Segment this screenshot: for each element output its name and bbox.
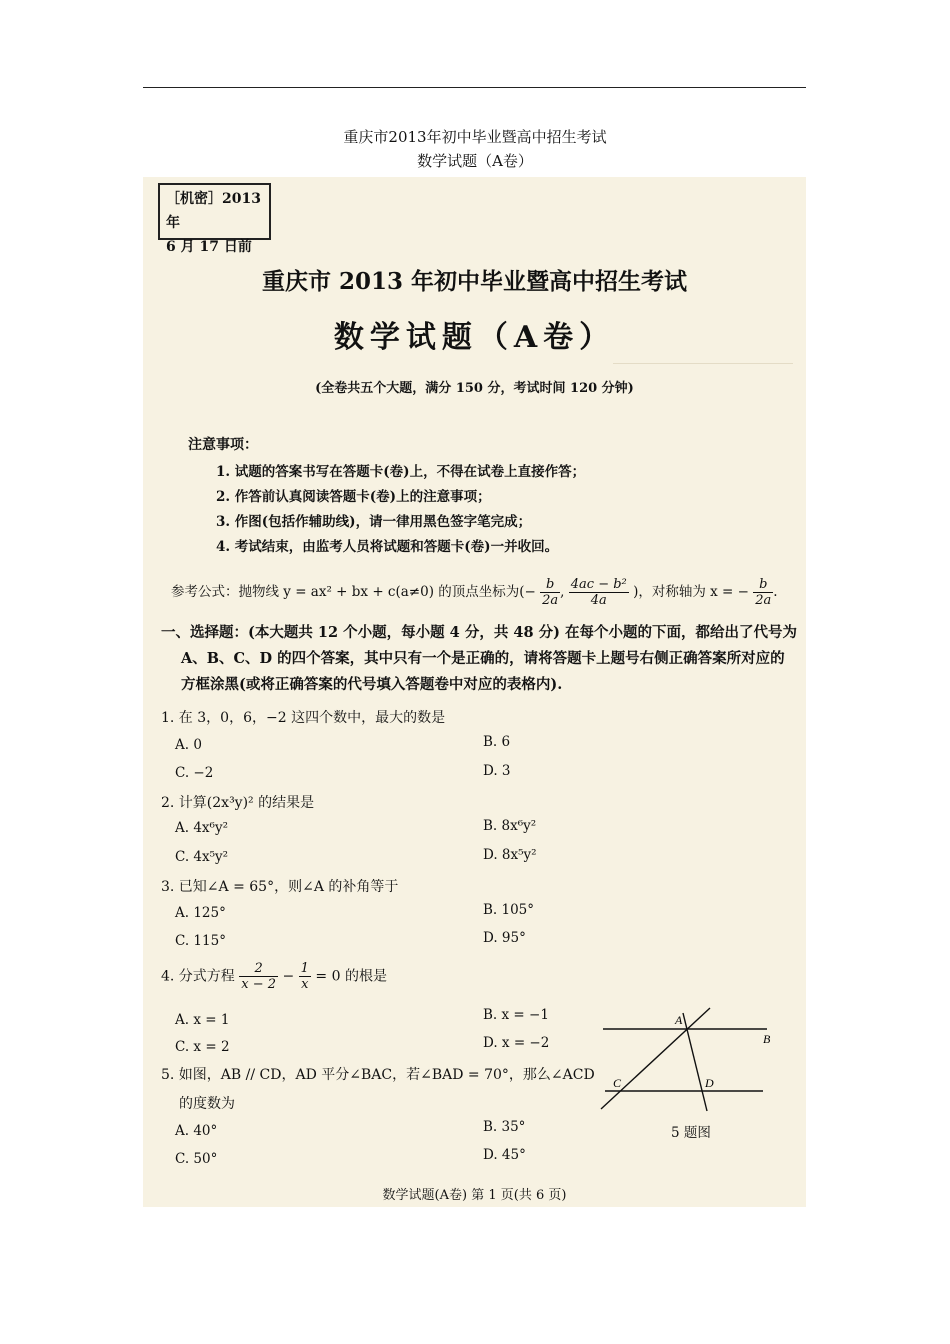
- q4-stem-suffix: = 0 的根是: [315, 968, 387, 985]
- q5-option-b: B. 35°: [483, 1119, 526, 1135]
- formula-minus: −: [524, 584, 536, 600]
- label-d: D: [705, 1076, 714, 1090]
- section-1-line: 一、选择题：(本大题共 12 个小题，每小题 4 分，共 48 分) 在每个小题的下面，都给出了代号为: [161, 624, 797, 641]
- line-ad: [683, 1013, 707, 1111]
- q4-option-d: D. x = −2: [483, 1035, 550, 1051]
- label-b: B: [763, 1032, 771, 1046]
- q2-option-c: C. 4x⁵y²: [175, 849, 229, 865]
- formula-sep: ,: [560, 584, 565, 600]
- exam-title: 重庆市 2013 年初中毕业暨高中招生考试: [261, 268, 688, 295]
- stamp-line-1: ［机密］2013 年: [166, 191, 261, 231]
- notice-item: 4. 考试结束，由监考人员将试题和答题卡(卷)一并收回。: [216, 539, 559, 555]
- q3-option-d: D. 95°: [483, 930, 526, 946]
- q4-minus: −: [282, 968, 295, 985]
- document-subtitle: 数学试题（A卷）: [417, 152, 533, 170]
- exam-note: (全卷共五个大题，满分 150 分，考试时间 120 分钟): [315, 381, 634, 396]
- q5-option-d: D. 45°: [483, 1147, 526, 1163]
- q2-option-b: B. 8x⁶y²: [483, 818, 537, 834]
- q4-stem-prefix: 4. 分式方程: [161, 968, 235, 985]
- q3-option-a: A. 125°: [175, 905, 226, 921]
- q4-fraction-1: $\frac{2}{x - 2}$: [241, 961, 277, 992]
- section-1-line: A、B、C、D 的四个答案，其中只有一个是正确的，请将答题卡上题号右侧正确答案所对应的: [181, 650, 785, 667]
- q4-option-b: B. x = −1: [483, 1007, 549, 1023]
- notice-item: 3. 作图(包括作辅助线)，请一律用黑色签字笔完成；: [216, 514, 532, 530]
- notice-item: 1. 试题的答案书写在答题卡(卷)上，不得在试卷上直接作答；: [216, 464, 586, 480]
- q2-option-a: A. 4x⁶y²: [175, 820, 228, 836]
- q1-option-c: C. −2: [175, 765, 214, 781]
- q4-fraction-2: $\frac{1}{x}$: [300, 961, 309, 992]
- top-rule: [143, 87, 806, 88]
- bleed-through: [613, 363, 793, 364]
- q3-option-c: C. 115°: [175, 933, 226, 949]
- fraction-vertex-y: $\frac{\text{4ac − b²}}{4a}$: [570, 577, 627, 608]
- q1-option-a: A. 0: [175, 737, 202, 753]
- q5-option-c: C. 50°: [175, 1151, 218, 1167]
- notice-item: 2. 作答前认真阅读答题卡(卷)上的注意事项；: [216, 489, 491, 505]
- reference-formula: [171, 577, 778, 608]
- question-4-stem: [161, 961, 387, 992]
- q5-option-a: A. 40°: [175, 1123, 218, 1139]
- question-5-stem: 5. 如图，AB // CD，AD 平分∠BAC，若∠BAD = 70°，那么∠ACD: [161, 1067, 595, 1083]
- formula-middle: )，对称轴为 x = −: [633, 584, 749, 600]
- scanned-exam-page: [143, 177, 806, 1207]
- confidential-stamp: [158, 183, 271, 255]
- label-c: C: [613, 1076, 622, 1090]
- q1-option-b: B. 6: [483, 734, 511, 750]
- q4-option-c: C. x = 2: [175, 1039, 230, 1055]
- question-3-stem: 3. 已知∠A = 65°，则∠A 的补角等于: [161, 879, 399, 895]
- q5-figure-caption: 5 题图: [671, 1125, 711, 1141]
- formula-prefix: 参考公式：抛物线 y = ax² + bx + c(a≠0) 的顶点坐标为(: [171, 584, 525, 600]
- stamp-line-2: 6 月 17 日前: [166, 239, 252, 255]
- label-a: A: [675, 1013, 683, 1027]
- q4-option-a: A. x = 1: [175, 1012, 230, 1028]
- notice-heading: 注意事项：: [188, 437, 258, 453]
- fraction-axis: $\frac{b}{2a}$: [755, 577, 772, 608]
- q3-option-b: B. 105°: [483, 902, 535, 918]
- fraction-vertex-x: $\frac{b}{2a}$: [542, 577, 559, 608]
- q1-option-d: D. 3: [483, 763, 511, 779]
- page-footer: 数学试题(A卷) 第 1 页(共 6 页): [382, 1188, 567, 1203]
- q5-geometry-figure: [595, 1005, 775, 1115]
- document-title: 重庆市2013年初中毕业暨高中招生考试: [343, 128, 607, 146]
- section-1-line: 方框涂黑(或将正确答案的代号填入答题卷中对应的表格内).: [181, 676, 563, 693]
- subject-title: 数学试题（A卷）: [333, 320, 616, 355]
- q2-option-d: D. 8x⁵y²: [483, 847, 537, 863]
- formula-end: .: [773, 584, 778, 600]
- question-2-stem: 2. 计算(2x³y)² 的结果是: [161, 795, 315, 811]
- question-5-stem-2: 的度数为: [179, 1096, 235, 1112]
- question-1-stem: 1. 在 3，0，6，−2 这四个数中，最大的数是: [161, 710, 446, 726]
